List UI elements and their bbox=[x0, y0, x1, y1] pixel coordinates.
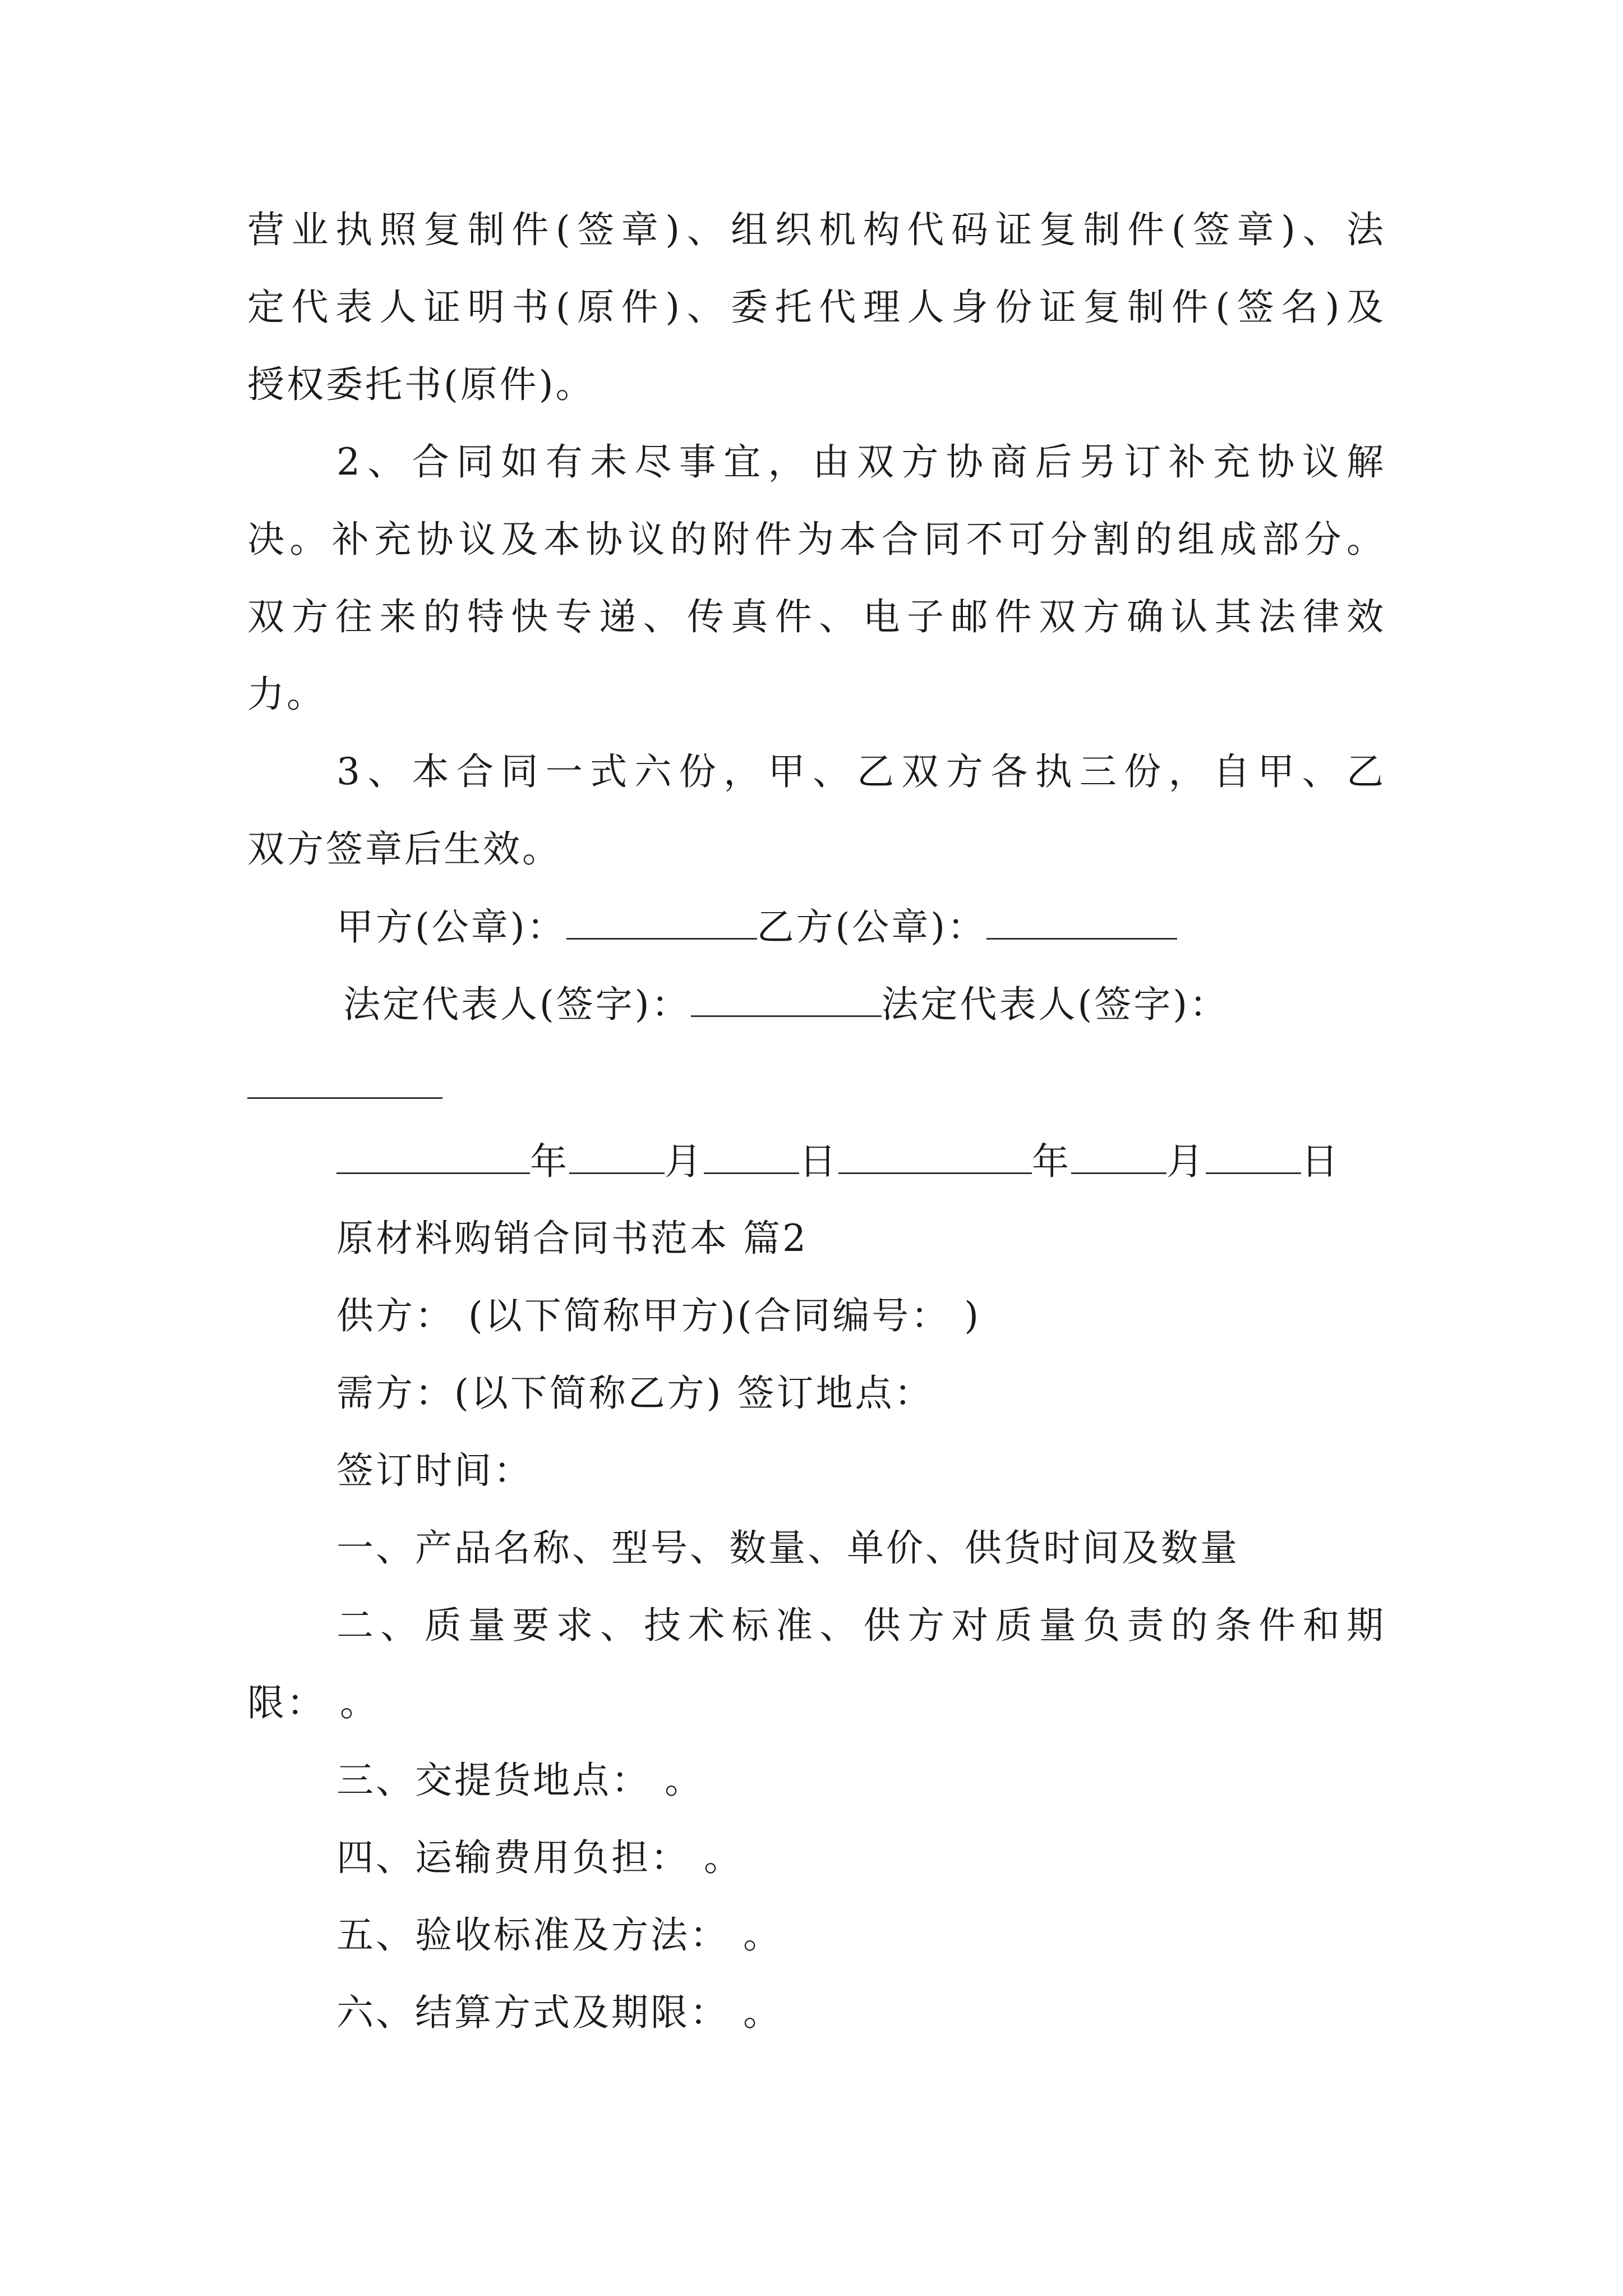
text-line-9: 双方签章后生效。 bbox=[247, 827, 561, 871]
signature-seal-row bbox=[336, 904, 1177, 950]
section2-title: 原材料购销合同书范本 篇2 bbox=[336, 1217, 808, 1260]
date-b-month-label: 月 bbox=[1166, 1140, 1206, 1183]
date-b-day-blank bbox=[1206, 1139, 1301, 1174]
party-a-seal-blank bbox=[566, 904, 757, 940]
date-a-year-blank bbox=[336, 1139, 530, 1174]
item-2-line-1: 二、质量要求、技术标准、供方对质量负责的条件和期 bbox=[336, 1604, 1386, 1647]
party-b-seal-blank bbox=[986, 904, 1177, 940]
date-a-month-blank bbox=[569, 1139, 665, 1174]
date-b-year-label: 年 bbox=[1032, 1140, 1071, 1183]
text-line-8: 3、本合同一式六份，甲、乙双方各执三份，自甲、乙 bbox=[336, 750, 1386, 793]
party-b-seal-label: 乙方(公章)： bbox=[757, 905, 986, 949]
date-b-year-blank bbox=[838, 1139, 1032, 1174]
text-line-2: 定代表人证明书(原件)、委托代理人身份证复制件(签名)及 bbox=[247, 286, 1386, 329]
item-6: 六、结算方式及期限： 。 bbox=[336, 1991, 782, 2034]
text-line-4: 2、合同如有未尽事宜，由双方协商后另订补充协议解 bbox=[336, 440, 1386, 484]
rep-a-blank bbox=[691, 982, 882, 1017]
text-line-6: 双方往来的特快专递、传真件、电子邮件双方确认其法律效 bbox=[247, 595, 1386, 638]
date-b-day-label: 日 bbox=[1301, 1140, 1340, 1183]
date-a-day-label: 日 bbox=[799, 1140, 838, 1183]
date-a-year-label: 年 bbox=[530, 1140, 569, 1183]
signature-date-row bbox=[336, 1139, 1340, 1184]
item-5: 五、验收标准及方法： 。 bbox=[336, 1913, 782, 1957]
item-3: 三、交提货地点： 。 bbox=[336, 1759, 704, 1802]
buyer-line: 需方：(以下简称乙方) 签订地点： bbox=[336, 1372, 934, 1415]
sign-time-line: 签订时间： bbox=[336, 1449, 533, 1492]
date-b-month-blank bbox=[1071, 1139, 1166, 1174]
text-line-1: 营业执照复制件(签章)、组织机构代码证复制件(签章)、法 bbox=[247, 208, 1386, 251]
text-line-5: 决。补充协议及本协议的附件为本合同不可分割的组成部分。 bbox=[247, 518, 1386, 561]
date-a-month-label: 月 bbox=[665, 1140, 704, 1183]
item-1: 一、产品名称、型号、数量、单价、供货时间及数量 bbox=[336, 1526, 1239, 1570]
text-line-3: 授权委托书(原件)。 bbox=[247, 363, 595, 406]
item-4: 四、运输费用负担： 。 bbox=[336, 1836, 743, 1879]
rep-a-label: 法定代表人(签字)： bbox=[343, 983, 691, 1026]
item-2-line-2: 限： 。 bbox=[247, 1681, 379, 1724]
rep-b-label: 法定代表人(签字)： bbox=[881, 983, 1229, 1026]
signature-rep-row bbox=[343, 982, 1229, 1027]
party-a-seal-label: 甲方(公章)： bbox=[336, 905, 566, 949]
date-a-day-blank bbox=[704, 1139, 799, 1174]
text-line-7: 力。 bbox=[247, 673, 326, 716]
supplier-line: 供方： (以下简称甲方)(合同编号： ) bbox=[336, 1294, 981, 1337]
rep-b-blank bbox=[247, 1097, 442, 1099]
